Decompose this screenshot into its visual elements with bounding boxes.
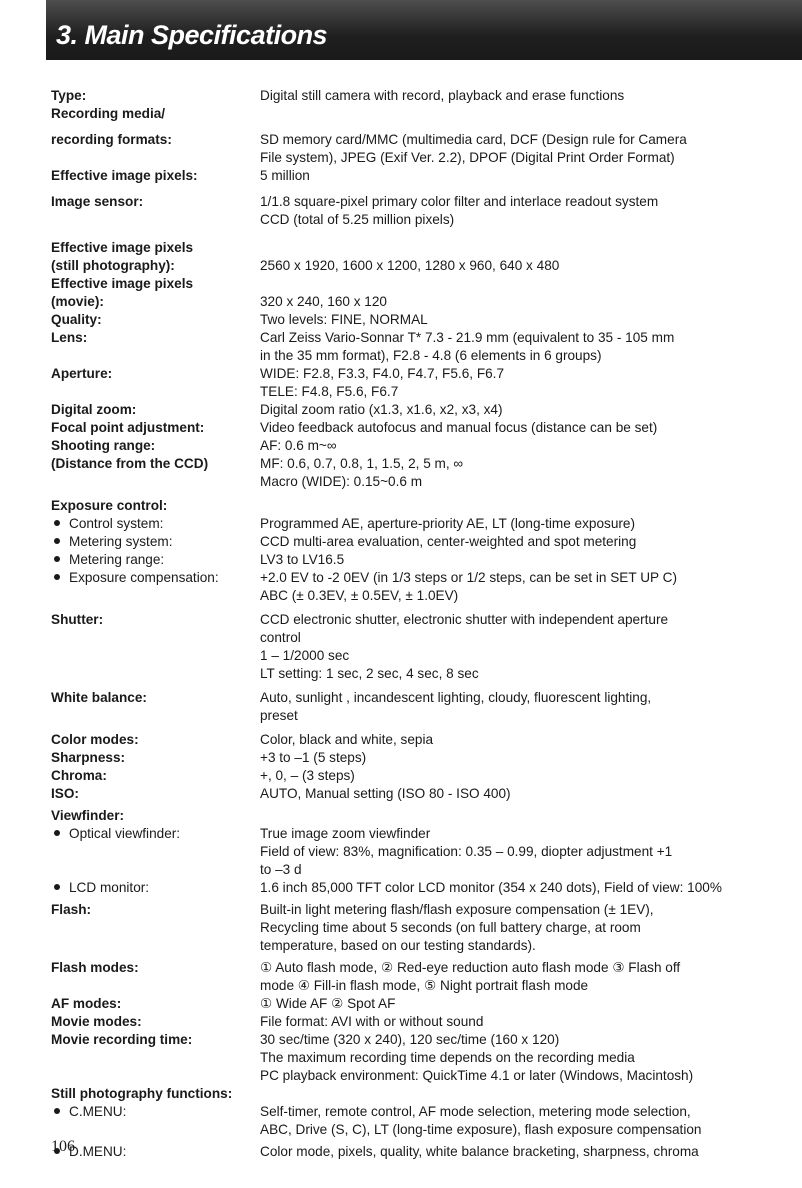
spec-row <box>51 87 791 105</box>
spec-label <box>51 275 260 293</box>
spec-row <box>51 731 791 749</box>
spec-label-text: Shutter: <box>51 612 104 627</box>
spec-label-text: Effective image pixels <box>51 240 194 255</box>
spec-row <box>51 167 791 185</box>
spec-label-text: recording formats: <box>51 132 172 147</box>
spec-label <box>51 707 260 725</box>
spec-label-text: Effective image pixels <box>51 276 194 291</box>
spec-row <box>51 861 791 879</box>
spec-label <box>51 365 260 383</box>
spec-value: ABC, Drive (S, C), LT (long-time exposure), flash exposure compensation <box>260 1122 702 1137</box>
spec-value: 30 sec/time (320 x 240), 120 sec/time (160 x 120) <box>260 1032 560 1047</box>
spec-value: ABC (± 0.3EV, ± 0.5EV, ± 1.0EV) <box>260 588 459 603</box>
spec-label-text: LCD monitor: <box>69 880 150 895</box>
spec-row <box>51 437 791 455</box>
bullet-icon <box>54 830 60 836</box>
spec-value: Two levels: FINE, NORMAL <box>260 312 428 327</box>
spec-value: control <box>260 630 301 645</box>
spec-row <box>51 749 791 767</box>
spec-row <box>51 365 791 383</box>
spec-value: Video feedback autofocus and manual focus (distance can be set) <box>260 420 658 435</box>
spec-value: +, 0, – (3 steps) <box>260 768 355 783</box>
spec-label-text: ISO: <box>51 786 79 801</box>
spec-value: mode ④ Fill-in flash mode, ⑤ Night portrait flash mode <box>260 978 589 993</box>
spec-row <box>51 959 791 977</box>
spec-value: WIDE: F2.8, F3.3, F4.0, F4.7, F5.6, F6.7 <box>260 366 505 381</box>
spec-label <box>51 1031 260 1049</box>
spec-row <box>51 665 791 683</box>
spec-row <box>51 131 791 149</box>
spec-label <box>51 533 260 551</box>
spec-label-text: Focal point adjustment: <box>51 420 205 435</box>
spec-row <box>51 193 791 211</box>
spec-label-text: Flash: <box>51 902 92 917</box>
spec-value <box>260 807 791 825</box>
spec-label-text: Digital zoom: <box>51 402 137 417</box>
spec-row <box>51 1103 791 1121</box>
row-spacer <box>51 229 791 239</box>
spec-label-text: Movie modes: <box>51 1014 142 1029</box>
row-spacer <box>51 185 791 193</box>
spec-label-text: (Distance from the CCD) <box>51 456 209 471</box>
spec-row <box>51 879 791 897</box>
spec-label <box>51 87 260 105</box>
spec-label <box>51 193 260 211</box>
spec-value: TELE: F4.8, F5.6, F6.7 <box>260 384 399 399</box>
spec-label <box>51 149 260 167</box>
page-number: 106 <box>51 1138 75 1155</box>
spec-row <box>51 919 791 937</box>
spec-row <box>51 1067 791 1085</box>
spec-label <box>51 515 260 533</box>
spec-label <box>51 959 260 977</box>
spec-label <box>51 1013 260 1031</box>
spec-label <box>51 901 260 919</box>
spec-value: Field of view: 83%, magnification: 0.35 – 0.99, diopter adjustment +1 <box>260 844 673 859</box>
spec-label <box>51 347 260 365</box>
spec-label <box>51 239 260 257</box>
spec-value: True image zoom viewfinder <box>260 826 431 841</box>
spec-label-text: White balance: <box>51 690 147 705</box>
page-title: 3. Main Specifications <box>56 20 328 50</box>
spec-table <box>51 87 791 1161</box>
spec-label <box>51 1085 260 1103</box>
spec-label <box>51 825 260 843</box>
spec-value: File format: AVI with or without sound <box>260 1014 484 1029</box>
spec-row <box>51 807 791 825</box>
spec-label-text: Metering range: <box>69 552 165 567</box>
bullet-icon <box>54 1108 60 1114</box>
spec-value <box>260 105 791 123</box>
spec-label-text: Effective image pixels: <box>51 168 198 183</box>
spec-label-text: Still photography functions: <box>51 1086 233 1101</box>
spec-label <box>51 473 260 491</box>
spec-label <box>51 861 260 879</box>
spec-label-text: Image sensor: <box>51 194 144 209</box>
spec-value <box>260 239 791 257</box>
spec-label-text: Recording media/ <box>51 106 166 121</box>
spec-label <box>51 257 260 275</box>
spec-value: Built-in light metering flash/flash exposure compensation (± 1EV), <box>260 902 654 917</box>
spec-label <box>51 311 260 329</box>
spec-label-text: Movie recording time: <box>51 1032 193 1047</box>
spec-label-text: Chroma: <box>51 768 107 783</box>
spec-label <box>51 767 260 785</box>
spec-row <box>51 497 791 515</box>
spec-label-text: (movie): <box>51 294 104 309</box>
spec-row <box>51 551 791 569</box>
spec-label <box>51 731 260 749</box>
spec-value: to –3 d <box>260 862 302 877</box>
spec-value: Carl Zeiss Vario-Sonnar T* 7.3 - 21.9 mm (equivalent to 35 - 105 mm <box>260 330 675 345</box>
spec-value: preset <box>260 708 298 723</box>
spec-value: LT setting: 1 sec, 2 sec, 4 sec, 8 sec <box>260 666 479 681</box>
spec-row <box>51 1049 791 1067</box>
spec-value: +2.0 EV to -2 0EV (in 1/3 steps or 1/2 steps, can be set in SET UP C) <box>260 570 677 585</box>
spec-row <box>51 533 791 551</box>
title-bar <box>46 0 802 60</box>
spec-value: Auto, sunlight , incandescent lighting, cloudy, fluorescent lighting, <box>260 690 652 705</box>
row-spacer <box>51 123 791 131</box>
spec-row <box>51 707 791 725</box>
spec-label <box>51 1121 260 1139</box>
spec-row <box>51 293 791 311</box>
spec-label <box>51 1143 260 1161</box>
spec-label <box>51 401 260 419</box>
spec-label <box>51 293 260 311</box>
spec-value: in the 35 mm format), F2.8 - 4.8 (6 elements in 6 groups) <box>260 348 602 363</box>
spec-row <box>51 611 791 629</box>
spec-row <box>51 1143 791 1161</box>
spec-row <box>51 629 791 647</box>
spec-label <box>51 785 260 803</box>
spec-label <box>51 105 260 123</box>
spec-label-text: Lens: <box>51 330 88 345</box>
spec-row <box>51 569 791 587</box>
spec-value: AUTO, Manual setting (ISO 80 - ISO 400) <box>260 786 511 801</box>
spec-row <box>51 689 791 707</box>
bullet-icon <box>54 556 60 562</box>
spec-label-text: Control system: <box>69 516 164 531</box>
spec-label <box>51 131 260 149</box>
spec-row <box>51 843 791 861</box>
spec-row <box>51 311 791 329</box>
spec-label-text: (still photography): <box>51 258 175 273</box>
spec-label <box>51 551 260 569</box>
spec-value: +3 to –1 (5 steps) <box>260 750 367 765</box>
bullet-icon <box>54 538 60 544</box>
spec-row <box>51 937 791 955</box>
spec-label <box>51 211 260 229</box>
spec-value: Digital still camera with record, playback and erase functions <box>260 88 625 103</box>
spec-label <box>51 665 260 683</box>
spec-row <box>51 211 791 229</box>
spec-value: 2560 x 1920, 1600 x 1200, 1280 x 960, 640 x 480 <box>260 258 560 273</box>
spec-value: The maximum recording time depends on the recording media <box>260 1050 635 1065</box>
spec-row <box>51 1121 791 1139</box>
spec-value: Digital zoom ratio (x1.3, x1.6, x2, x3, x4) <box>260 402 503 417</box>
spec-label <box>51 647 260 665</box>
spec-label <box>51 611 260 629</box>
spec-label <box>51 843 260 861</box>
spec-row <box>51 1031 791 1049</box>
spec-value: PC playback environment: QuickTime 4.1 or later (Windows, Macintosh) <box>260 1068 694 1083</box>
spec-value: MF: 0.6, 0.7, 0.8, 1, 1.5, 2, 5 m, ∞ <box>260 456 464 471</box>
spec-row <box>51 347 791 365</box>
spec-value: 1 – 1/2000 sec <box>260 648 350 663</box>
spec-label <box>51 569 260 587</box>
spec-value: 1.6 inch 85,000 TFT color LCD monitor (354 x 240 dots), Field of view: 100% <box>260 880 722 895</box>
spec-value: Color mode, pixels, quality, white balance bracketing, sharpness, chroma <box>260 1144 699 1159</box>
spec-value: 5 million <box>260 168 310 183</box>
spec-row <box>51 647 791 665</box>
spec-label <box>51 937 260 955</box>
spec-label <box>51 437 260 455</box>
spec-row <box>51 587 791 605</box>
spec-label <box>51 587 260 605</box>
spec-label <box>51 807 260 825</box>
spec-label-text: Color modes: <box>51 732 139 747</box>
spec-label <box>51 383 260 401</box>
spec-value: Self-timer, remote control, AF mode selection, metering mode selection, <box>260 1104 691 1119</box>
spec-label-text: Optical viewfinder: <box>69 826 181 841</box>
spec-row <box>51 149 791 167</box>
bullet-icon <box>54 520 60 526</box>
spec-label-text: Quality: <box>51 312 102 327</box>
spec-label-text: D.MENU: <box>69 1144 127 1159</box>
spec-row <box>51 1013 791 1031</box>
spec-value <box>260 497 791 515</box>
spec-value <box>260 275 791 293</box>
spec-row <box>51 977 791 995</box>
spec-value: Recycling time about 5 seconds (on full battery charge, at room <box>260 920 641 935</box>
spec-label <box>51 995 260 1013</box>
spec-value: temperature, based on our testing standards). <box>260 938 536 953</box>
spec-row <box>51 275 791 293</box>
spec-label-text: Type: <box>51 88 87 103</box>
spec-value: 320 x 240, 160 x 120 <box>260 294 387 309</box>
spec-label <box>51 455 260 473</box>
spec-label <box>51 919 260 937</box>
spec-label <box>51 1049 260 1067</box>
spec-value: 1/1.8 square-pixel primary color filter and interlace readout system <box>260 194 659 209</box>
spec-row <box>51 473 791 491</box>
spec-row <box>51 329 791 347</box>
spec-label-text: AF modes: <box>51 996 122 1011</box>
spec-label-text: Viewfinder: <box>51 808 125 823</box>
spec-value: Macro (WIDE): 0.15~0.6 m <box>260 474 423 489</box>
spec-row <box>51 455 791 473</box>
spec-row <box>51 105 791 123</box>
spec-label-text: C.MENU: <box>69 1104 127 1119</box>
bullet-icon <box>54 884 60 890</box>
spec-label <box>51 977 260 995</box>
spec-label <box>51 497 260 515</box>
spec-value: CCD electronic shutter, electronic shutter with independent aperture <box>260 612 669 627</box>
spec-value: ① Auto flash mode, ② Red-eye reduction auto flash mode ③ Flash off <box>260 960 681 975</box>
spec-value: LV3 to LV16.5 <box>260 552 345 567</box>
spec-label <box>51 167 260 185</box>
spec-row <box>51 239 791 257</box>
spec-value: CCD multi-area evaluation, center-weighted and spot metering <box>260 534 637 549</box>
spec-value <box>260 1085 791 1103</box>
spec-label-text: Sharpness: <box>51 750 126 765</box>
spec-label-text: Flash modes: <box>51 960 139 975</box>
spec-row <box>51 257 791 275</box>
spec-value: Color, black and white, sepia <box>260 732 434 747</box>
spec-value: AF: 0.6 m~∞ <box>260 438 337 453</box>
spec-row <box>51 785 791 803</box>
spec-label <box>51 879 260 897</box>
spec-label <box>51 1067 260 1085</box>
spec-label <box>51 329 260 347</box>
spec-value: Programmed AE, aperture-priority AE, LT (long-time exposure) <box>260 516 635 531</box>
spec-label <box>51 419 260 437</box>
spec-label <box>51 689 260 707</box>
spec-row <box>51 995 791 1013</box>
spec-value: File system), JPEG (Exif Ver. 2.2), DPOF (Digital Print Order Format) <box>260 150 675 165</box>
bullet-icon <box>54 574 60 580</box>
spec-row <box>51 401 791 419</box>
spec-label-text: Metering system: <box>69 534 173 549</box>
spec-row <box>51 825 791 843</box>
spec-label <box>51 1103 260 1121</box>
spec-value: ① Wide AF ② Spot AF <box>260 996 396 1011</box>
spec-label <box>51 749 260 767</box>
spec-row <box>51 901 791 919</box>
spec-row <box>51 767 791 785</box>
spec-row <box>51 419 791 437</box>
spec-value: CCD (total of 5.25 million pixels) <box>260 212 455 227</box>
spec-row <box>51 1085 791 1103</box>
spec-label-text: Shooting range: <box>51 438 156 453</box>
spec-label <box>51 629 260 647</box>
spec-label-text: Exposure compensation: <box>69 570 219 585</box>
spec-value: SD memory card/MMC (multimedia card, DCF (Design rule for Camera <box>260 132 687 147</box>
spec-label-text: Aperture: <box>51 366 113 381</box>
spec-row <box>51 515 791 533</box>
spec-label-text: Exposure control: <box>51 498 168 513</box>
spec-row <box>51 383 791 401</box>
